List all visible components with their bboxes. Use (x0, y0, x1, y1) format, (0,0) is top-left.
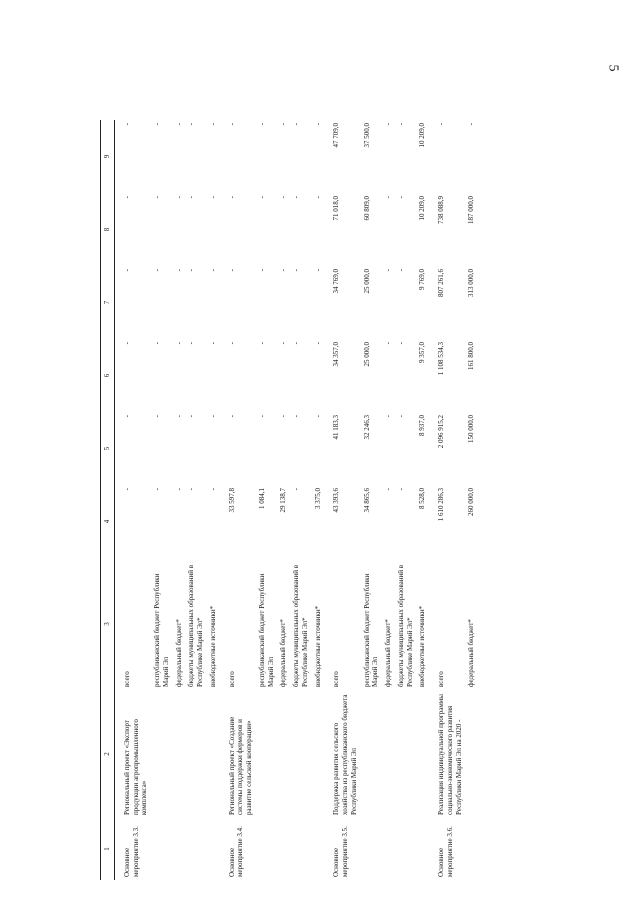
amount-cell: 37 500,0 (362, 123, 371, 148)
amount-cell: - (122, 123, 131, 126)
activity-code-cell (256, 818, 278, 880)
amount-cell: - (313, 196, 322, 199)
activity-name-cell: Поддержка развития сельского хозяйства из республиканского бюджета Республики Марий Эл (332, 694, 358, 815)
amount-cell: - (313, 342, 322, 345)
table-row (465, 120, 478, 880)
table-row (220, 120, 256, 880)
activity-name-cell (185, 690, 207, 818)
amount-cell: - (153, 123, 161, 126)
column-header: 5 (101, 412, 115, 485)
activity-code-cell (382, 818, 395, 880)
amount-cell: - (208, 415, 217, 418)
amount-cell: 41 183,3 (332, 415, 341, 440)
activity-code-cell (207, 818, 220, 880)
funding-source-cell: федеральный бюджет* (467, 619, 476, 687)
table-row (277, 120, 290, 880)
amount-cell: - (174, 415, 183, 418)
amount-cell: 32 246,3 (362, 415, 371, 440)
table-header (101, 120, 115, 880)
activity-name-cell (290, 690, 312, 818)
amount-cell: - (313, 415, 322, 418)
amount-cell: - (122, 269, 131, 272)
amount-cell: 43 393,6 (332, 488, 341, 513)
funding-source-cell: всего (437, 671, 445, 687)
column-header: 6 (101, 339, 115, 412)
table-row (290, 120, 312, 880)
table-row (173, 120, 186, 880)
amount-cell: - (384, 196, 392, 199)
column-header: 9 (101, 120, 115, 193)
table-row (395, 120, 417, 880)
activity-name-cell (382, 690, 395, 818)
activity-code-cell (277, 818, 290, 880)
amount-cell: - (257, 342, 266, 345)
table-row (185, 120, 207, 880)
table-row (361, 120, 383, 880)
amount-cell: - (153, 196, 161, 199)
activity-code-cell: Основное мероприятие 3.3. (122, 826, 140, 877)
amount-cell: - (279, 123, 288, 126)
table-row (416, 120, 429, 880)
amount-cell: - (384, 342, 392, 345)
amount-cell: - (227, 415, 236, 418)
table-row (114, 120, 151, 880)
amount-cell: 1 108 534,3 (437, 342, 445, 376)
activity-name-cell (173, 690, 186, 818)
amount-cell: - (208, 123, 217, 126)
amount-cell: - (187, 123, 196, 126)
amount-cell: - (257, 269, 266, 272)
amount-cell: 34 865,6 (362, 488, 371, 513)
column-header: 2 (101, 690, 115, 818)
amount-cell: - (153, 342, 161, 345)
activity-code-cell: Основное мероприятие 3.4. (227, 826, 245, 877)
amount-cell: - (292, 196, 300, 199)
amount-cell: - (257, 196, 266, 199)
amount-cell: 1 610 286,3 (437, 488, 445, 522)
amount-cell: - (257, 415, 266, 418)
amount-cell: - (187, 269, 196, 272)
funding-source-cell: внебюджетные источники* (418, 605, 427, 687)
table-row (256, 120, 278, 880)
amount-cell: 60 809,0 (362, 196, 371, 221)
amount-cell: - (437, 123, 445, 126)
amount-cell: - (396, 269, 405, 272)
activity-code-cell (395, 818, 417, 880)
budget-table (100, 120, 478, 880)
column-header: 1 (101, 818, 115, 880)
table-row (382, 120, 395, 880)
amount-cell: - (174, 342, 183, 345)
amount-cell: 29 138,7 (279, 488, 288, 513)
amount-cell: - (279, 415, 288, 418)
amount-cell: - (153, 269, 161, 272)
amount-cell: - (396, 123, 405, 126)
amount-cell: 10 209,0 (418, 196, 427, 221)
column-header: 8 (101, 193, 115, 266)
amount-cell: - (174, 488, 183, 491)
funding-source-cell: бюджеты муниципальных образований в Республике Марий Эл* (292, 564, 309, 687)
amount-cell: - (187, 488, 196, 491)
amount-cell: - (396, 488, 405, 491)
activity-name-cell: Реализация индивидуальной программы социально-экономического развития Республики Марий Эл на 2020 - (437, 694, 463, 815)
amount-cell: - (227, 269, 236, 272)
amount-cell: - (396, 415, 405, 418)
amount-cell: - (122, 488, 131, 491)
amount-cell: 8 937,0 (418, 415, 427, 436)
amount-cell: - (174, 269, 183, 272)
amount-cell: - (187, 415, 196, 418)
table-row (151, 120, 173, 880)
activity-code-cell (290, 818, 312, 880)
amount-cell: 807 261,6 (437, 269, 445, 297)
funding-source-cell: всего (332, 671, 341, 687)
activity-code-cell (416, 818, 429, 880)
amount-cell: - (384, 123, 392, 126)
amount-cell: 25 000,0 (362, 342, 371, 367)
activity-code-cell (312, 818, 325, 880)
amount-cell: - (122, 196, 131, 199)
amount-cell: - (292, 342, 300, 345)
amount-cell: - (313, 269, 322, 272)
funding-source-cell: республиканский бюджет Республики Марий Эл (362, 573, 380, 687)
amount-cell: - (292, 488, 300, 491)
activity-code-cell (465, 818, 478, 880)
amount-cell: - (122, 342, 131, 345)
activity-code-cell (151, 818, 173, 880)
column-header: 4 (101, 485, 115, 558)
amount-cell: - (153, 415, 161, 418)
funding-source-cell: республиканский бюджет Республики Марий Эл (257, 573, 275, 687)
amount-cell: - (174, 123, 183, 126)
table-row (429, 120, 465, 880)
funding-source-cell: федеральный бюджет* (279, 619, 288, 687)
amount-cell: - (227, 196, 236, 199)
amount-cell: - (292, 123, 300, 126)
activity-name-cell (151, 690, 173, 818)
activity-name-cell (416, 690, 429, 818)
amount-cell: 47 709,0 (332, 123, 341, 148)
amount-cell: - (122, 415, 131, 418)
amount-cell: 10 209,0 (418, 123, 427, 148)
amount-cell: 2 096 915,2 (437, 415, 445, 449)
amount-cell: 187 000,0 (467, 196, 476, 224)
activity-name-cell: Региональный проект «Экспорт продукции агропромышленного комплекса» (122, 719, 149, 815)
amount-cell: - (467, 123, 476, 126)
table-body (114, 120, 478, 880)
amount-cell: 313 000,0 (467, 269, 476, 297)
funding-source-cell: федеральный бюджет* (384, 619, 392, 687)
amount-cell: - (227, 342, 236, 345)
amount-cell: - (187, 342, 196, 345)
amount-cell: - (208, 342, 217, 345)
amount-cell: 161 800,0 (467, 342, 476, 370)
amount-cell: 8 528,0 (418, 488, 427, 509)
activity-name-cell (256, 690, 278, 818)
amount-cell: - (208, 488, 217, 491)
activity-code-cell: Основное мероприятие 3.6. (437, 826, 454, 877)
funding-source-cell: республиканский бюджет Республики Марий Эл (153, 573, 170, 687)
amount-cell: - (208, 196, 217, 199)
amount-cell: 9 769,0 (418, 269, 427, 290)
amount-cell: 1 084,1 (257, 488, 266, 509)
table-row (312, 120, 325, 880)
amount-cell: - (208, 269, 217, 272)
amount-cell: 738 088,9 (437, 196, 445, 224)
activity-code-cell (185, 818, 207, 880)
amount-cell: 71 018,0 (332, 196, 341, 221)
amount-cell: - (279, 196, 288, 199)
activity-name-cell (465, 690, 478, 818)
amount-cell: - (187, 196, 196, 199)
funding-source-cell: всего (122, 671, 131, 687)
amount-cell: - (384, 488, 392, 491)
funding-source-cell: федеральный бюджет* (174, 619, 183, 687)
amount-cell: - (279, 342, 288, 345)
activity-code-cell (361, 818, 383, 880)
amount-cell: - (396, 342, 405, 345)
activity-name-cell: Региональный проект «Создание системы поддержки фермеров и развитие сельской кооперации» (227, 716, 253, 815)
funding-source-cell: внебюджетные источники* (313, 605, 322, 687)
amount-cell: 150 000,0 (467, 415, 476, 443)
amount-cell: - (153, 488, 161, 491)
funding-source-cell: внебюджетные источники* (208, 605, 217, 687)
activity-name-cell (361, 690, 383, 818)
amount-cell: 33 597,8 (227, 488, 236, 513)
budget-table-rotated (100, 120, 620, 880)
activity-name-cell (312, 690, 325, 818)
activity-name-cell (277, 690, 290, 818)
activity-code-cell: Основное мероприятие 3.5. (332, 826, 349, 877)
amount-cell: - (257, 123, 266, 126)
amount-cell: 34 769,0 (332, 269, 341, 294)
amount-cell: 34 357,0 (332, 342, 341, 367)
activity-name-cell (395, 690, 417, 818)
column-header: 7 (101, 266, 115, 339)
amount-cell: - (292, 415, 300, 418)
amount-cell: - (396, 196, 405, 199)
amount-cell: - (384, 415, 392, 418)
activity-name-cell (207, 690, 220, 818)
amount-cell: - (313, 123, 322, 126)
amount-cell: - (292, 269, 300, 272)
amount-cell: - (227, 123, 236, 126)
amount-cell: - (384, 269, 392, 272)
funding-source-cell: бюджеты муниципальных образований в Республике Марий Эл* (187, 564, 204, 687)
amount-cell: 9 357,0 (418, 342, 427, 363)
amount-cell: 25 000,0 (362, 269, 371, 294)
activity-code-cell (173, 818, 186, 880)
column-header: 3 (101, 558, 115, 690)
amount-cell: 260 000,0 (467, 488, 476, 516)
funding-source-cell: всего (227, 671, 236, 687)
amount-cell: 3 375,0 (313, 488, 322, 509)
page-number: 5 (605, 64, 621, 72)
table-row (324, 120, 360, 880)
table-row (207, 120, 220, 880)
funding-source-cell: бюджеты муниципальных образований в Республике Марий Эл* (396, 564, 414, 687)
amount-cell: - (279, 269, 288, 272)
amount-cell: - (174, 196, 183, 199)
